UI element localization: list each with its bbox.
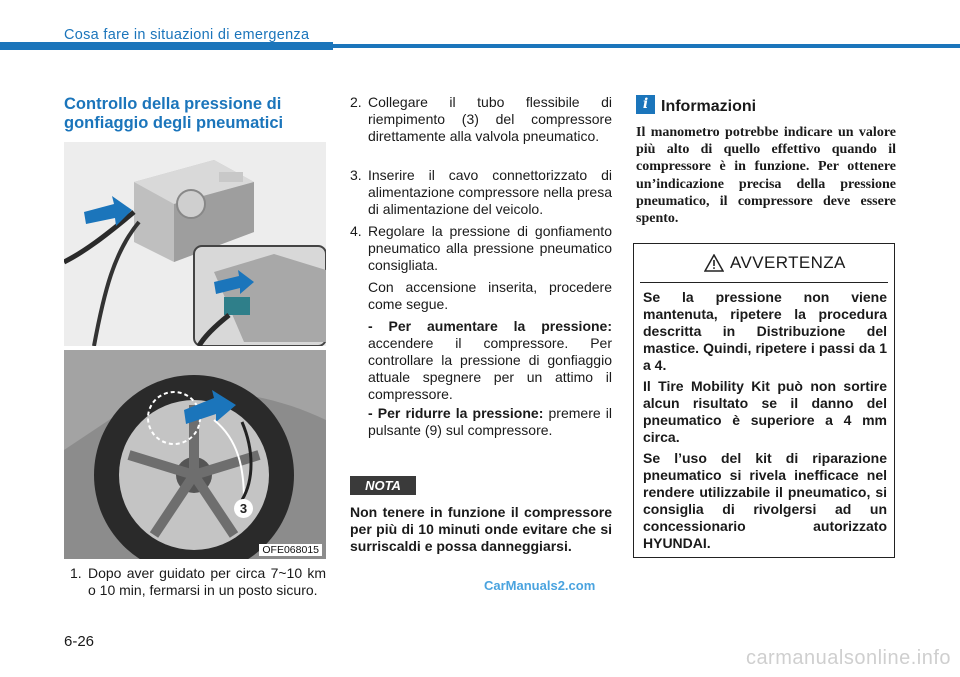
hose-callout: 3 bbox=[234, 499, 253, 518]
warning-paragraph-1: Se la pressione non viene mantenuta, ripetere la procedura descritta in Distribuzione del mastice. Quindi, ripetere i passi da 1 a 4. bbox=[643, 289, 887, 373]
sub-step-text: accendere il compressore. Per controllare la pressione di gonfiaggio attuale spegnere per un attimo il compressore. bbox=[368, 335, 612, 402]
step-2 bbox=[350, 94, 612, 145]
info-title: Informazioni bbox=[661, 98, 757, 115]
sub-step-label: - Per aumentare la pressione: bbox=[368, 318, 612, 334]
page-header-title: Cosa fare in situazioni di emergenza bbox=[64, 27, 310, 43]
page-number: 6-26 bbox=[64, 633, 95, 650]
wheel-photo bbox=[64, 350, 326, 559]
info-text: Il manometro potrebbe indicare un valore più alto di quello effettivo quando il compressore è in funzione. Per ottenere un’indicazione precisa della pressione pneumatico, il compressore deve essere spento. bbox=[636, 125, 896, 227]
step-3 bbox=[350, 167, 612, 218]
footer-watermark: carmanualsonline.info bbox=[745, 647, 951, 669]
sub-step-label: - Per ridurre la pressione: bbox=[368, 405, 544, 421]
step-text: Collegare il tubo flessibile di riempimento (3) del compressore direttamente alla valvola pneumatico. bbox=[368, 94, 612, 144]
watermark-link[interactable]: CarManuals2.com bbox=[484, 578, 596, 593]
warning-triangle-icon bbox=[704, 254, 724, 272]
sub-step-text: premere il pulsante (9) sul compressore. bbox=[368, 405, 612, 438]
section-title: Controllo della pressione di gonfiaggio degli pneumatici bbox=[64, 95, 284, 132]
warning-paragraph-3: Se l’uso del kit di riparazione pneumatico si rivela inefficace nel rendere utilizzabile il pneumatico, si consiglia di rivolgersi ad un concessionario autorizzato HYUNDAI. bbox=[643, 450, 887, 551]
warning-box bbox=[633, 243, 895, 558]
header-bar-accent bbox=[0, 42, 333, 50]
step-number: 2. bbox=[350, 94, 362, 110]
step-text: Regolare la pressione di gonfiamento pneumatico alla pressione pneumatico consigliata. bbox=[368, 223, 612, 273]
warning-header bbox=[634, 244, 894, 280]
warning-title: AVVERTENZA bbox=[730, 253, 846, 272]
step-number: 1. bbox=[70, 565, 82, 581]
step-text: Inserire il cavo connettorizzato di alimentazione compressore nella presa di alimentazione del veicolo. bbox=[368, 167, 612, 217]
info-icon: i bbox=[636, 95, 655, 114]
step-number: 4. bbox=[350, 223, 362, 239]
step-4 bbox=[350, 223, 612, 274]
step-text: Dopo aver guidato per circa 7~10 km o 10 min, fermarsi in un posto sicuro. bbox=[88, 565, 326, 598]
nota-badge: NOTA bbox=[350, 476, 416, 495]
warning-paragraph-2: Il Tire Mobility Kit può non sortire alcun risultato se il danno del pneumatico è superiore a 4 mm circa. bbox=[643, 378, 887, 445]
warning-separator bbox=[640, 282, 888, 283]
compressor-photo bbox=[64, 142, 326, 346]
sub-step-increase bbox=[368, 318, 612, 403]
step-4-extra: Con accensione inserita, procedere come segue. bbox=[368, 279, 612, 312]
step-number: 3. bbox=[350, 167, 362, 183]
compressor-illustration bbox=[64, 142, 326, 346]
figure-code: OFE068015 bbox=[259, 544, 322, 556]
step-1 bbox=[64, 565, 326, 599]
wheel-illustration bbox=[64, 350, 326, 559]
sub-step-decrease bbox=[368, 405, 612, 439]
nota-text: Non tenere in funzione il compressore per più di 10 minuti onde evitare che si surriscaldi e possa danneggiarsi. bbox=[350, 504, 612, 554]
